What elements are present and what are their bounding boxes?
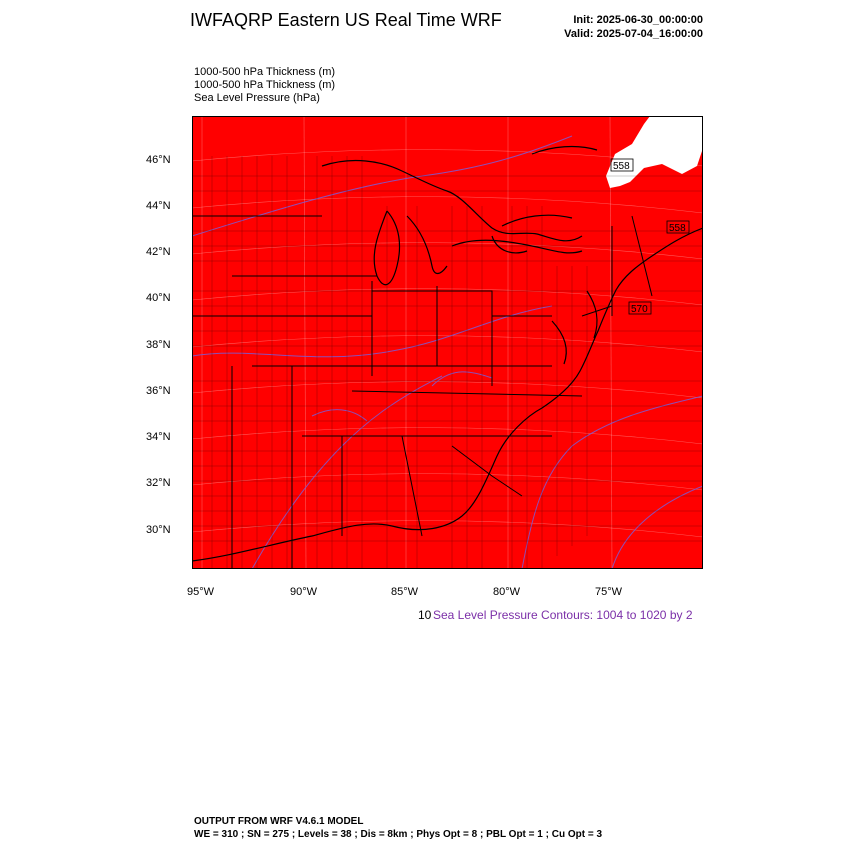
lat-label-38n: 38°N bbox=[146, 339, 171, 351]
lat-label-36n: 36°N bbox=[146, 385, 171, 397]
valid-time: Valid: 2025-07-04_16:00:00 bbox=[564, 28, 703, 40]
lon-label-85w: 85°W bbox=[391, 586, 419, 598]
thickness-label-558-north: 558 bbox=[613, 161, 630, 172]
lat-label-34n: 34°N bbox=[146, 431, 171, 443]
map-panel bbox=[192, 116, 703, 569]
lat-label-44n: 44°N bbox=[146, 200, 171, 212]
slp-contour-note: Sea Level Pressure Contours: 1004 to 1020 by 2 bbox=[433, 608, 693, 622]
field-label-thickness-1: 1000-500 hPa Thickness (m) bbox=[194, 66, 336, 78]
lon-label-80w: 80°W bbox=[493, 586, 521, 598]
thickness-label-570: 570 bbox=[631, 304, 648, 315]
init-time: Init: 2025-06-30_00:00:00 bbox=[573, 14, 703, 26]
model-info-line1: OUTPUT FROM WRF V4.6.1 MODEL bbox=[194, 816, 364, 827]
lon-label-75w: 75°W bbox=[595, 586, 623, 598]
field-label-slp: Sea Level Pressure (hPa) bbox=[194, 92, 320, 104]
lat-label-42n: 42°N bbox=[146, 246, 171, 258]
contour-note-prefix: 10 bbox=[418, 608, 432, 622]
lat-label-40n: 40°N bbox=[146, 292, 171, 304]
map-canvas bbox=[192, 116, 703, 569]
thickness-fill bbox=[192, 116, 703, 569]
lat-label-30n: 30°N bbox=[146, 524, 171, 536]
lon-label-90w: 90°W bbox=[290, 586, 318, 598]
lat-label-46n: 46°N bbox=[146, 154, 171, 166]
plot-title: IWFAQRP Eastern US Real Time WRF bbox=[190, 10, 502, 30]
lat-label-32n: 32°N bbox=[146, 477, 171, 489]
model-info-line2: WE = 310 ; SN = 275 ; Levels = 38 ; Dis = 8km ; Phys Opt = 8 ; PBL Opt = 1 ; Cu Opt = 3 bbox=[194, 829, 603, 840]
lon-label-95w: 95°W bbox=[187, 586, 215, 598]
field-label-thickness-2: 1000-500 hPa Thickness (m) bbox=[194, 79, 336, 91]
thickness-label-558-east: 558 bbox=[669, 223, 686, 234]
